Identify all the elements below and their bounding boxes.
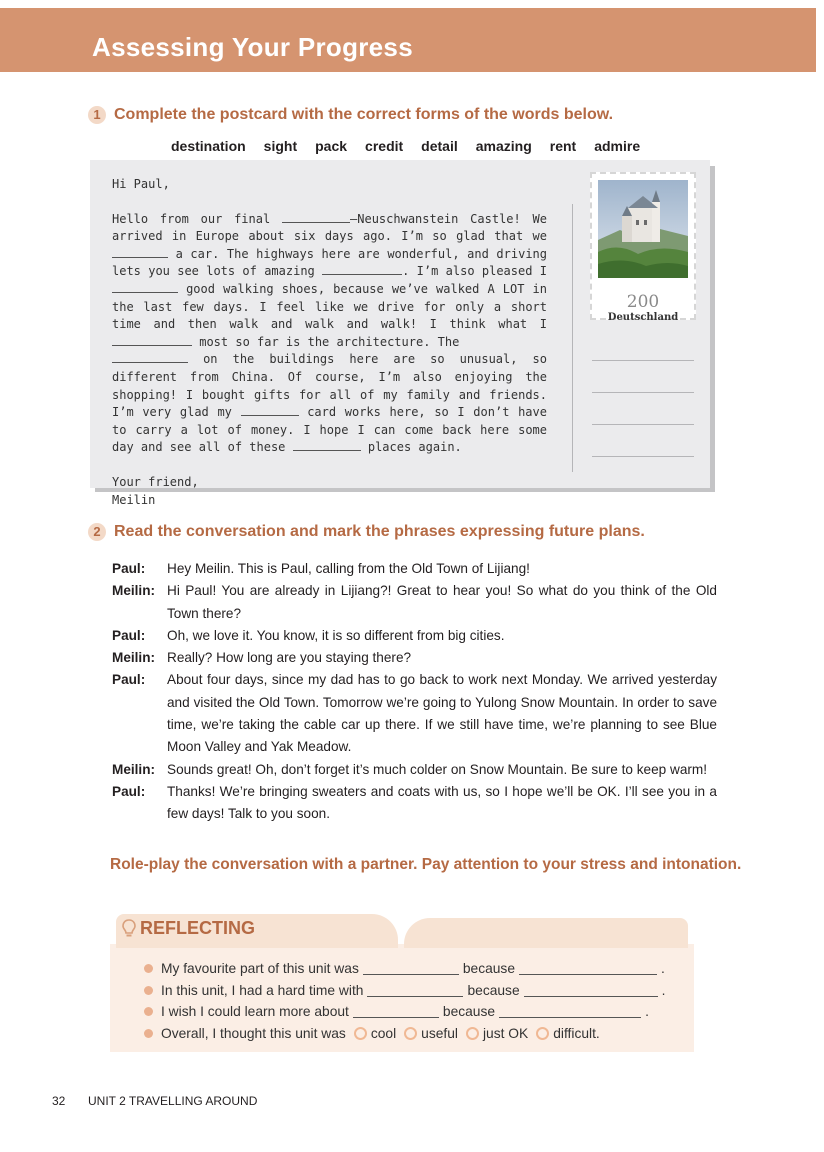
castle-photo-icon	[598, 180, 688, 278]
speaker: Paul:	[112, 672, 146, 688]
letter-text: most so far is the architecture. The	[192, 334, 460, 349]
speaker: Meilin:	[112, 650, 156, 666]
exercise-2-instruction: Read the conversation and mark the phrases expressing future plans.	[114, 523, 645, 540]
address-line[interactable]	[592, 424, 694, 425]
speech: Hey Meilin. This is Paul, calling from the Old Town of Lijiang!	[167, 561, 530, 576]
speech: Hi Paul! You are already in Lijiang?! Great to hear you! So what do you think of the Old Town there?	[167, 583, 717, 621]
speaker: Paul:	[112, 783, 146, 799]
exercise-2-number: 2	[88, 523, 106, 541]
word-bank	[171, 138, 640, 154]
letter-text: —Neuschwanstein Castle! We arrived in Europe about six days ago. I’m so glad that we	[112, 211, 548, 244]
blank-field[interactable]	[112, 282, 178, 293]
address-line[interactable]	[592, 392, 694, 393]
blank-field[interactable]	[241, 405, 299, 416]
word-bank-item: admire	[594, 138, 641, 154]
option-cool[interactable]	[354, 1023, 396, 1045]
letter-closing: Your friend,	[112, 474, 199, 489]
exercise-1-heading	[88, 106, 613, 124]
speech: About four days, since my dad has to go back to work next Monday. We arrived yesterday and visited the Old Town. Tomorrow we’re going to Yulong Snow Mountain. In order to save time, we’re taking the cable car up there. If we still have time, we’re planning to see Blue Moon Valley and Yak Meadow.	[167, 672, 717, 755]
stamp-value: 200	[626, 292, 660, 312]
blank-field[interactable]	[112, 247, 168, 258]
exercise-1-number: 1	[88, 106, 106, 124]
postage-stamp	[590, 172, 696, 323]
bullet-icon	[144, 986, 153, 995]
blank-field[interactable]	[499, 1005, 641, 1018]
radio-circle-icon[interactable]	[404, 1027, 417, 1040]
blank-field[interactable]	[363, 962, 459, 975]
blank-field[interactable]	[367, 984, 463, 997]
reflect-item	[144, 1001, 684, 1023]
word-bank-item: credit	[365, 138, 404, 154]
exercise-1-instruction: Complete the postcard with the correct forms of the words below.	[114, 106, 614, 123]
letter-text: . I’m also pleased I	[402, 264, 547, 279]
word-bank-item: pack	[315, 138, 348, 154]
speech: Sounds great! Oh, don’t forget it’s much colder on Snow Mountain. Be sure to keep warm!	[167, 761, 708, 777]
letter-text: good walking shoes, because we’ve walked A LOT in the last few days. I feel like we drive for only a short time and then walk and walk and walk! I think what I	[112, 281, 547, 332]
blank-field[interactable]	[112, 352, 188, 363]
speaker: Paul:	[112, 627, 146, 643]
blank-field[interactable]	[322, 264, 402, 275]
word-bank-item: detail	[421, 138, 458, 154]
speaker: Paul:	[112, 561, 146, 576]
reflect-prefix: Overall, I thought this unit was	[161, 1025, 346, 1041]
option-label: useful	[421, 1025, 458, 1041]
stamp-country: Deutschland	[607, 312, 679, 323]
conversation	[112, 558, 717, 826]
reflecting-list	[144, 958, 684, 1044]
reflect-middle: because	[442, 1004, 496, 1019]
dialogue-turn	[112, 669, 717, 758]
reflecting-title	[122, 918, 255, 939]
reflecting-title-text: REFLECTING	[140, 918, 255, 938]
page-title: Assessing Your Progress	[92, 32, 413, 62]
letter-greeting: Hi Paul,	[112, 177, 170, 191]
dialogue-turn	[112, 625, 717, 647]
letter-text: Hello from our final	[112, 211, 283, 226]
dialogue-turn	[112, 580, 717, 625]
dialogue-turn	[112, 558, 717, 580]
reflect-prefix: In this unit, I had a hard time with	[161, 982, 364, 998]
reflect-end: .	[661, 961, 665, 976]
lightbulb-icon	[122, 919, 136, 939]
speaker: Meilin:	[112, 761, 156, 777]
word-bank-item: rent	[549, 138, 577, 154]
dialogue-turn	[112, 647, 717, 669]
option-label: cool	[370, 1025, 397, 1041]
dialogue-turn	[112, 759, 717, 781]
word-bank-item: sight	[263, 138, 298, 154]
option-difficult[interactable]	[536, 1023, 600, 1045]
exercise-2-heading	[88, 523, 645, 541]
postcard	[90, 160, 710, 507]
reflect-end: .	[661, 982, 666, 998]
blank-field[interactable]	[353, 1005, 439, 1018]
option-label: difficult.	[553, 1025, 600, 1041]
option-just-ok[interactable]	[466, 1023, 528, 1045]
reflect-end: .	[645, 1004, 649, 1019]
speaker: Meilin:	[112, 583, 156, 599]
letter-signature: Meilin	[112, 492, 156, 507]
radio-circle-icon[interactable]	[354, 1027, 367, 1040]
letter-text: places again.	[360, 440, 462, 455]
blank-field[interactable]	[112, 335, 192, 346]
blank-field[interactable]	[293, 440, 361, 451]
address-line[interactable]	[592, 456, 694, 457]
letter-text: a car. The highways here are wonderful, and driving lets you see lots of amazing	[112, 246, 547, 279]
letter-text: on the buildings here are so unusual, so different from China. Of course, I’m also enjoying the shopping! I bought gifts for all of my family and friends. I’m very glad my	[112, 352, 547, 420]
letter-text: card works here, so I don’t have to carry a lot of money. I hope I can come back here some day and see all of these	[112, 405, 547, 455]
reflect-item	[144, 958, 684, 980]
word-bank-item: destination	[171, 138, 246, 154]
address-line[interactable]	[592, 360, 694, 361]
radio-circle-icon[interactable]	[466, 1027, 479, 1040]
postcard-divider	[572, 204, 573, 472]
reflect-middle: because	[462, 961, 516, 976]
letter-closing-block	[112, 474, 547, 509]
speech: Thanks! We’re bringing sweaters and coats with us, so I hope we’ll be OK. I’ll see you in a few days! Talk to you soon.	[167, 783, 717, 822]
reflecting-tab-right	[404, 918, 688, 948]
page-number: 32	[52, 1094, 66, 1108]
speech: Oh, we love it. You know, it is so different from big cities.	[167, 627, 505, 643]
dialogue-turn	[112, 781, 717, 826]
word-bank-item: amazing	[475, 138, 532, 154]
blank-field[interactable]	[282, 212, 350, 223]
reflect-item	[144, 980, 684, 1002]
reflect-middle: because	[467, 982, 520, 998]
speech: Really? How long are you staying there?	[167, 650, 412, 666]
radio-circle-icon[interactable]	[536, 1027, 549, 1040]
blank-field[interactable]	[519, 962, 657, 975]
reflect-prefix: I wish I could learn more about	[161, 1004, 349, 1019]
letter-body	[112, 211, 547, 457]
option-label: just OK	[482, 1025, 529, 1041]
reflect-item	[144, 1023, 684, 1045]
blank-field[interactable]	[524, 984, 658, 997]
bullet-icon	[144, 1029, 153, 1038]
unit-label: UNIT 2 TRAVELLING AROUND	[88, 1094, 258, 1108]
bullet-icon	[144, 964, 153, 973]
postcard-letter	[112, 176, 547, 509]
bullet-icon	[144, 1007, 153, 1016]
reflect-prefix: My favourite part of this unit was	[161, 961, 359, 976]
option-useful[interactable]	[404, 1023, 458, 1045]
roleplay-instruction: Role-play the conversation with a partner. Pay attention to your stress and intonation.	[110, 856, 742, 873]
